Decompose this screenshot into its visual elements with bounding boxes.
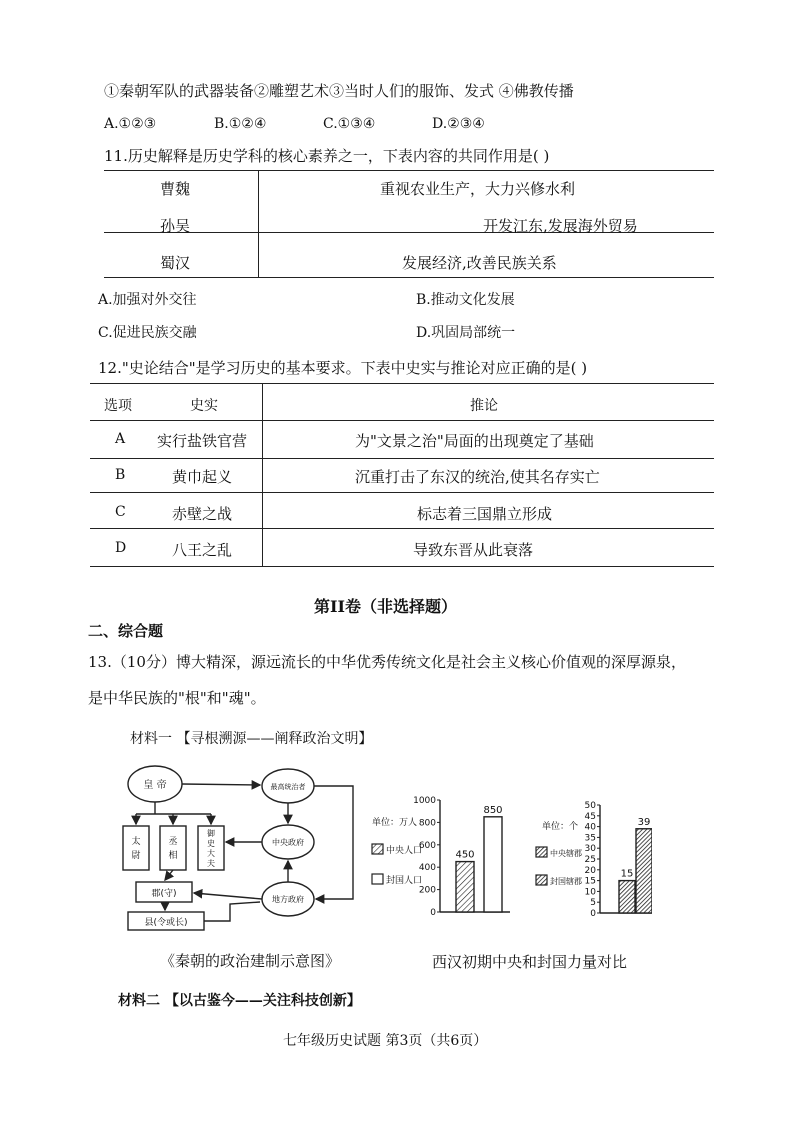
diagram-supreme: 最高统治者	[270, 783, 306, 791]
diagram-central: 中央政府	[272, 838, 304, 847]
y-tick-label: 1000	[413, 796, 436, 806]
q12-row-inference: 导致东晋从此衰落	[413, 541, 534, 559]
q10-items: ①秦朝军队的武器装备②雕塑艺术③当时人们的服饰、发式 ④佛教传播	[104, 82, 574, 100]
y-tick-label: 25	[584, 855, 596, 865]
q12-row-fact: 赤壁之战	[172, 505, 233, 523]
diagram-local: 地方政府	[272, 895, 304, 904]
q13-stem-line1: 13.（10分）博大精深，源远流长的中华优秀传统文化是社会主义核心价值观的深厚源泉，	[88, 653, 686, 671]
q12-row-fact: 八王之乱	[172, 541, 233, 559]
q10-option-b: B.①②④	[214, 116, 267, 132]
legend-label: 封国人口	[386, 876, 423, 886]
bar-fief	[636, 829, 652, 913]
diagram-yushi-1: 御	[207, 829, 215, 838]
q12-row-inference: 沉重打击了东汉的统治,使其名存实亡	[355, 468, 600, 486]
material-one-title: 材料一 【寻根溯源——阐释政治文明】	[130, 731, 373, 747]
y-tick-label: 30	[584, 844, 596, 855]
q10-option-c: C.①③④	[323, 116, 376, 132]
diagram-yushi-4: 夫	[207, 859, 215, 868]
y-tick-label: 45	[584, 811, 596, 822]
legend-swatch	[536, 847, 547, 857]
q11-row-content: 重视农业生产，大力兴修水利	[380, 180, 576, 198]
y-tick-label: 50	[584, 801, 596, 811]
legend-label: 中央人口	[386, 846, 423, 856]
legend-swatch	[372, 874, 383, 884]
q11-option-d: D.巩固局部统一	[416, 325, 516, 341]
population-unit-label: 单位：万人	[372, 818, 418, 828]
material-two-title: 材料二 【以古鉴今——关注科技创新】	[118, 993, 361, 1009]
diagram-xian: 县(令或长)	[144, 918, 188, 928]
q12-stem: 12."史论结合"是学习历史的基本要求。下表中史实与推论对应正确的是( )	[98, 359, 588, 377]
y-tick-label: 20	[584, 865, 596, 876]
y-tick-label: 600	[418, 840, 436, 851]
volume-title: 第II卷（非选择题）	[314, 597, 457, 616]
page-footer: 七年级历史试题 第3页（共6页）	[283, 1033, 488, 1049]
q12-header-fact: 史实	[190, 398, 218, 414]
q12-row-inference: 标志着三国鼎立形成	[417, 505, 553, 523]
q12-header-option: 选项	[104, 398, 132, 414]
bar-central	[619, 881, 635, 913]
q11-option-a: A.加强对外交往	[98, 292, 197, 308]
q12-row-option: B	[115, 467, 126, 483]
diagram-yushi-2: 史	[207, 839, 215, 848]
legend-swatch	[372, 844, 383, 854]
bar-value-label: 39	[637, 816, 651, 828]
qin-structure-diagram	[110, 762, 370, 942]
q12-row-option: C	[115, 504, 126, 520]
diagram-chengxiang-2: 相	[168, 851, 178, 861]
q11-option-c: C.促进民族交融	[98, 325, 197, 341]
q10-option-a: A.①②③	[104, 116, 157, 132]
legend-label: 封国辖郡	[550, 877, 582, 886]
y-tick-label: 200	[418, 885, 436, 896]
commandery-chart	[532, 795, 652, 920]
y-tick-label: 0	[590, 909, 596, 919]
chart-caption: 西汉初期中央和封国力量对比	[432, 953, 628, 971]
bar-value-label: 850	[483, 804, 503, 816]
bar-value-label: 15	[620, 868, 634, 880]
bar-fief	[484, 817, 502, 912]
q13-stem-line2: 是中华民族的"根"和"魂"。	[88, 689, 266, 707]
y-tick-label: 15	[584, 876, 596, 887]
diagram-taiwei-2: 尉	[131, 851, 141, 861]
q11-stem: 11.历史解释是历史学科的核心素养之一，下表内容的共同作用是( )	[104, 147, 550, 165]
q12-row-option: D	[115, 540, 127, 556]
diagram-chengxiang-1: 丞	[168, 837, 178, 847]
legend-label: 中央辖郡	[550, 849, 582, 858]
y-tick-label: 35	[584, 833, 596, 844]
q12-header-inference: 推论	[470, 398, 498, 414]
commandery-unit-label: 单位：个	[542, 822, 579, 832]
y-tick-label: 10	[584, 887, 596, 898]
diagram-caption: 《秦朝的政治建制示意图》	[160, 952, 341, 970]
diagram-taiwei-1: 太	[131, 837, 141, 847]
q12-row-fact: 黄巾起义	[172, 468, 233, 486]
q11-row-content: 开发江东,发展海外贸易	[483, 217, 638, 235]
y-tick-label: 0	[430, 908, 436, 918]
y-tick-label: 40	[584, 822, 596, 833]
population-chart	[368, 790, 518, 920]
q11-row-state: 蜀汉	[160, 254, 191, 272]
q11-row-content: 发展经济,改善民族关系	[402, 254, 557, 272]
bar-value-label: 450	[455, 849, 475, 861]
q11-row-state: 曹魏	[160, 180, 191, 198]
diagram-jun: 郡(守)	[151, 889, 177, 899]
q12-row-option: A	[115, 431, 126, 447]
y-tick-label: 400	[418, 863, 436, 874]
diagram-yushi-3: 大	[207, 849, 215, 858]
q11-row-state: 孙吴	[160, 217, 191, 235]
q11-option-b: B.推动文化发展	[416, 292, 515, 308]
q12-row-inference: 为"文景之治"局面的出现奠定了基础	[355, 432, 594, 450]
y-tick-label: 5	[590, 898, 596, 909]
y-tick-label: 800	[418, 818, 436, 829]
legend-swatch	[536, 875, 547, 885]
diagram-emperor: 皇 帝	[143, 780, 167, 791]
q12-row-fact: 实行盐铁官营	[157, 432, 248, 450]
section-heading: 二、综合题	[88, 622, 164, 640]
diagram-ministers	[131, 828, 215, 868]
q10-option-d: D.②③④	[432, 116, 485, 132]
bar-central	[456, 862, 474, 912]
